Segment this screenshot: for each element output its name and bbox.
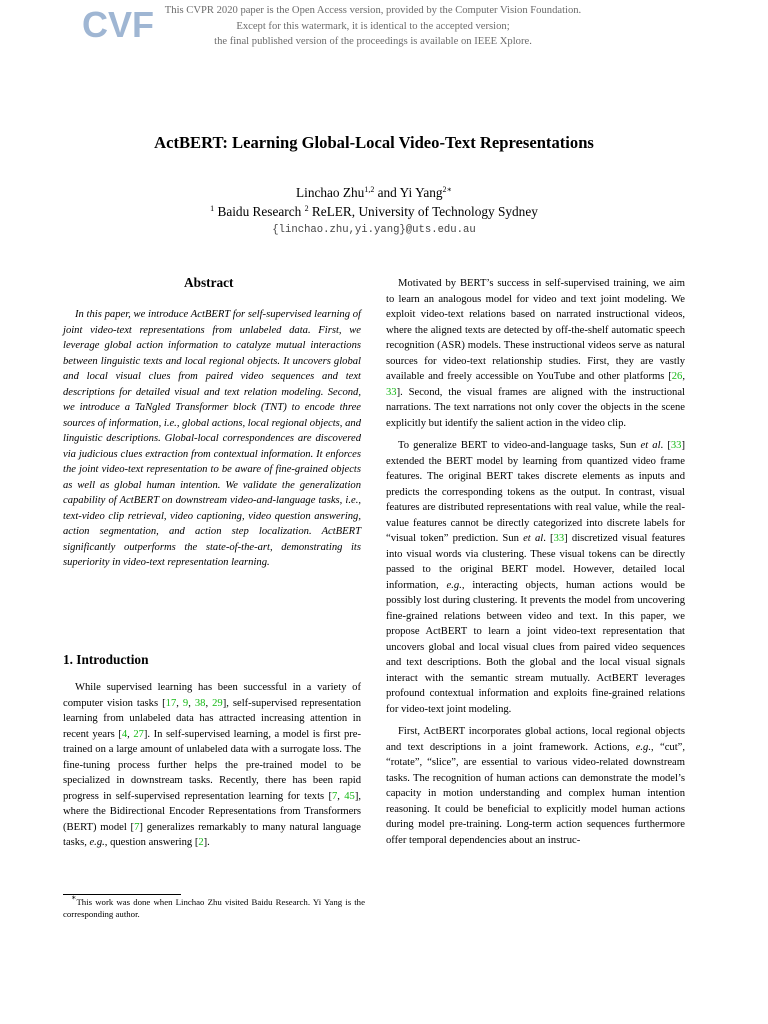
citation-link[interactable]: 33 xyxy=(670,440,682,451)
citation-link[interactable]: 4 xyxy=(121,728,128,740)
author-2: Yi Yang xyxy=(399,185,443,200)
citation-link[interactable]: 38 xyxy=(194,697,206,709)
author-1: Linchao Zhu xyxy=(296,185,365,200)
citation-link[interactable]: 27 xyxy=(133,728,144,740)
affiliation-1: Baidu Research xyxy=(214,204,305,219)
footnote-text: This work was done when Linchao Zhu visited Baidu Research. Yi Yang is the corresponding author. xyxy=(63,897,365,920)
footnote-rule xyxy=(63,894,181,895)
right-column xyxy=(386,276,685,848)
paper-title: ActBERT: Learning Global-Local Video-Text Representations xyxy=(154,133,594,152)
cvf-logo xyxy=(82,4,154,45)
affiliation-2-mark: 2 xyxy=(304,204,309,213)
affiliation-line xyxy=(0,203,748,221)
citation-link[interactable]: 7 xyxy=(134,821,140,833)
citation-link[interactable]: 29 xyxy=(212,697,223,709)
author-2-affiliation: 2∗ xyxy=(442,185,452,194)
footnote-mark: ∗ xyxy=(71,893,77,902)
footnote xyxy=(63,893,365,921)
citation-link[interactable]: 17 xyxy=(165,697,177,709)
introduction-body xyxy=(63,680,361,851)
author-line xyxy=(0,184,748,202)
watermark-line-3: the final published version of the proceedings is available on IEEE Xplore. xyxy=(214,36,532,48)
right-paragraph-1: Motivated by BERT’s success in self-supervised training, we aim to learn an analogous model for video and text joint modeling. We exploit video-text relations based on narrated instructional videos, where the aligned texts are detected by off-the-shelf automatic speech recognition (ASR) models. These instructional videos serve as natural sources for video-text relationship studies. First, they are vastly available and freely accessible on YouTube and other platforms [26, 33]. Second, the visual frames are aligned with the instructional narrations. The text narrations not only cover the objects in the scene explicitly but identify the salient action in the video clip. xyxy=(386,278,685,429)
watermark-line-1: This CVPR 2020 paper is the Open Access version, provided by the Computer Vision Foundation. xyxy=(164,5,582,16)
author-conjunction: and xyxy=(374,185,400,200)
affiliation-2: ReLER, University of Technology Sydney xyxy=(308,204,538,219)
right-paragraph-3: First, ActBERT incorporates global actions, local regional objects and text descriptions in a joint framework. Actions, e.g., “cut”, “rotate”, “slice”, are essential to various video-related downstream tasks. The recognition of human actions can demonstrate the model’s capacity in motion understanding and complex human intention reasoning. It could be beneficial to explicitly model human actions during model pre-training. Long-term action sequences furthermore offer temporal dependencies about an instruc- xyxy=(386,726,685,846)
introduction-heading: 1. Introduction xyxy=(63,652,149,667)
abstract-body xyxy=(63,307,361,571)
cvf-logo-text: CVF xyxy=(82,4,154,45)
citation-link[interactable]: 2 xyxy=(198,837,204,848)
citation-link[interactable]: 7 xyxy=(331,790,338,802)
abstract-heading: Abstract xyxy=(184,275,234,290)
citation-link[interactable]: 33 xyxy=(553,533,565,544)
watermark-line-2: Except for this watermark, it is identical to the accepted version; xyxy=(236,20,510,32)
citation-link[interactable]: 26 xyxy=(671,371,683,382)
abstract-text: In this paper, we introduce ActBERT for self-supervised learning of joint video-text representations from unlabeled data. First, we leverage global action information to catalyze mutual interactions between linguistic texts and local regional objects. It uncovers global and local visual clues from paired video sequences and text descriptions for detailed visual and text relation modeling. Second, we introduce a TaNgled Transformer block (TNT) to encode three sources of information, i.e., global actions, local regional objects, and linguistic descriptions. Global-local correspondences are discovered via judicious clues extraction from contextual information. It enforces the joint video-text representation to be aware of fine-grained objects as well as global human intention. We validate the generalization capability of ActBERT on downstream video-and-language tasks, i.e., text-video clip retrieval, video captioning, video question answering, action segmentation, and action step localization. ActBERT significantly outperforms the state-of-the-art, demonstrating its superiority in video-text representation learning. xyxy=(63,309,361,568)
author-email: {linchao.zhu,yi.yang}@uts.edu.au xyxy=(272,224,476,236)
intro-paragraph-1: While supervised learning has been successful in a variety of computer vision tasks [17, 9, 38, 29], self-supervised representation learning from unlabeled data has attracted increasing attention in recent years [4, 27]. In self-supervised learning, a model is first pre-trained on a large amount of unlabeled data with a surrogate loss. The fine-tuning process further helps the pre-trained model to be specialized in downstream tasks. Recently, there has been rapid progress in self-supervised representation learning for texts [7, 45], where the Bidirectional Encoder Representations from Transformers (BERT) model [7] generalizes remarkably to many natural language tasks, e.g., question answering [2]. xyxy=(63,682,362,848)
affiliation-1-mark: 1 xyxy=(210,204,215,213)
author-1-affiliation: 1,2 xyxy=(364,185,375,194)
citation-link[interactable]: 33 xyxy=(386,386,397,398)
citation-link[interactable]: 9 xyxy=(182,697,189,709)
citation-link[interactable]: 45 xyxy=(344,790,355,802)
cvf-watermark xyxy=(140,3,606,50)
right-paragraph-2: To generalize BERT to video-and-language tasks, Sun et al. [33] extended the BERT model by learning from quantized video frame features. The original BERT takes discrete elements as inputs and predicts the corresponding tokens as the output. In contrast, visual features are distributed representations with real value, while the real-value features cannot be directly categorized into discrete labels for “visual token” prediction. Sun et al. [33] discretized visual features into visual words via clustering. These visual tokens can be directly passed to the original BERT model. However, detailed local information, e.g., interacting objects, human actions would be possibly lost during clustering. It prevents the model from uncovering fine-grained relations between video and text. In this paper, we propose ActBERT to learn a joint video-text representation that uncovers global and local visual clues from paired video sequences and text descriptions. Both the global and the local visual signals interact with the semantic stream mutually. ActBERT leverages profound contextual information and exploits fine-grained relations for video-text joint modeling. xyxy=(386,440,685,715)
